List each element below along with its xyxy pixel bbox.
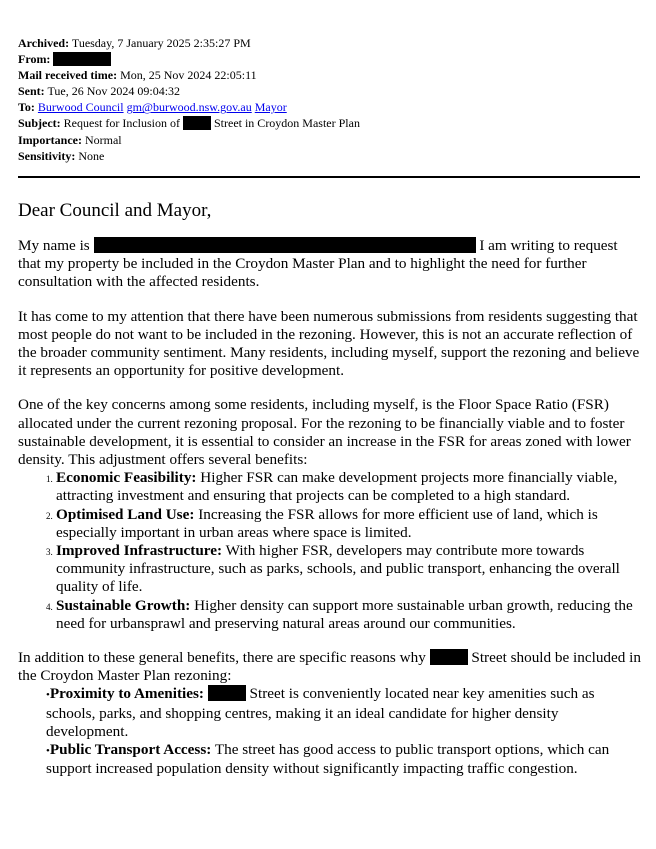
list-item	[18, 685, 642, 741]
sensitivity-value: None	[78, 148, 105, 163]
benefit-title: Optimised Land Use:	[56, 505, 195, 523]
benefit-title: Sustainable Growth:	[56, 596, 191, 614]
recipient-link[interactable]: Mayor	[254, 100, 287, 115]
to-label: To:	[18, 100, 35, 115]
recipient-link[interactable]: Burwood Council	[37, 100, 124, 115]
from-row	[18, 51, 360, 67]
bullet-icon: •	[46, 745, 50, 758]
reason-text: Street is conveniently located near key amenities such as schools, parks, and shopping centres, making it an ideal candidate for higher density development.	[46, 685, 595, 740]
importance-label: Importance:	[18, 132, 82, 147]
benefit-title: Improved Infrastructure:	[56, 542, 223, 560]
mail-received-value: Mon, 25 Nov 2024 22:05:11	[120, 68, 257, 83]
to-row	[18, 99, 360, 115]
redacted-street	[183, 116, 211, 130]
importance-row	[18, 132, 360, 148]
bullet-icon: •	[46, 689, 50, 702]
redacted-sender	[53, 52, 111, 66]
recipient-link[interactable]: gm@burwood.nsw.gov.au	[126, 100, 252, 115]
list-number: 3.	[46, 547, 53, 558]
archived-row	[18, 35, 360, 51]
list-item	[18, 542, 642, 597]
benefit-text: With higher FSR, developers may contribute more towards community infrastructure, such as parks, schools, and public transport, enhancing the overall quality of life.	[56, 542, 620, 596]
intro-paragraph	[18, 237, 642, 292]
redacted-name	[94, 237, 476, 253]
email-header	[18, 35, 360, 164]
archived-value: Tuesday, 7 January 2025 2:35:27 PM	[71, 36, 251, 50]
list-item	[18, 506, 642, 542]
subject-before: Request for Inclusion of	[63, 116, 180, 131]
reason-title: Public Transport Access:	[49, 741, 212, 759]
list-number: 1.	[46, 474, 53, 485]
sent-label: Sent:	[18, 84, 45, 99]
list-item	[18, 741, 642, 778]
list-item	[18, 469, 642, 505]
intro-before: My name is	[18, 237, 90, 254]
reason-title: Proximity to Amenities:	[49, 685, 204, 703]
paragraph-3: One of the key concerns among some residents, including myself, is the Floor Space Ratio (FSR) allocated under the current rezoning proposal. For the rezoning to be financially viable and to foster sustainable development, it is essential to consider an increase in the FSR for areas zoned with lower density. This adjustment offers several benefits:	[18, 396, 631, 469]
header-divider	[18, 176, 640, 178]
redacted-street	[430, 649, 468, 665]
sent-row	[18, 83, 360, 99]
benefit-text: Increasing the FSR allows for more efficient use of land, which is especially important in urban areas where space is limited.	[56, 505, 598, 541]
mail-received-label: Mail received time:	[18, 68, 118, 83]
paragraph-2: It has come to my attention that there have been numerous submissions from residents suggesting that most people do not want to be included in the rezoning. However, this is not an accurate reflection of the broader community sentiment. Many residents, including myself, support the rezoning and believe it represents an opportunity for positive development.	[18, 307, 640, 380]
benefit-text: Higher density can support more sustainable urban growth, reducing the need for urbansprawl and preserving natural areas around our communities.	[56, 596, 633, 632]
from-label: From:	[18, 52, 51, 67]
list-number: 4.	[46, 601, 53, 612]
benefits-list	[18, 469, 642, 633]
subject-row	[18, 115, 360, 131]
list-number: 2.	[46, 510, 53, 521]
para4-after: Street should be included in the Croydon Master Plan rezoning:	[18, 649, 641, 685]
benefit-title: Economic Feasibility:	[56, 469, 197, 487]
para4-before: In addition to these general benefits, there are specific reasons why	[18, 649, 426, 667]
subject-after: Street in Croydon Master Plan	[213, 116, 360, 131]
reason-text: The street has good access to public transport options, which can support increased population density without significantly impacting traffic congestion.	[46, 741, 610, 778]
intro-after: I am writing to request that my property be included in the Croydon Master Plan and to highlight the need for further consultation with the affected residents.	[18, 237, 618, 291]
sensitivity-row	[18, 148, 360, 164]
sent-value: Tue, 26 Nov 2024 09:04:32	[47, 84, 181, 99]
importance-value: Normal	[84, 132, 122, 147]
reasons-list	[18, 685, 642, 778]
greeting: Dear Council and Mayor,	[18, 200, 212, 221]
subject-label: Subject:	[18, 116, 61, 131]
paragraph-4	[18, 649, 642, 685]
benefit-text: Higher FSR can make development projects more financially viable, attracting investment and ensuring that projects can be completed to a high standard.	[56, 469, 618, 505]
archived-label: Archived:	[18, 36, 70, 50]
sensitivity-label: Sensitivity:	[18, 148, 76, 163]
email-body	[18, 200, 642, 778]
mail-received-row	[18, 67, 360, 83]
list-item	[18, 597, 642, 633]
redacted-street	[208, 685, 246, 701]
